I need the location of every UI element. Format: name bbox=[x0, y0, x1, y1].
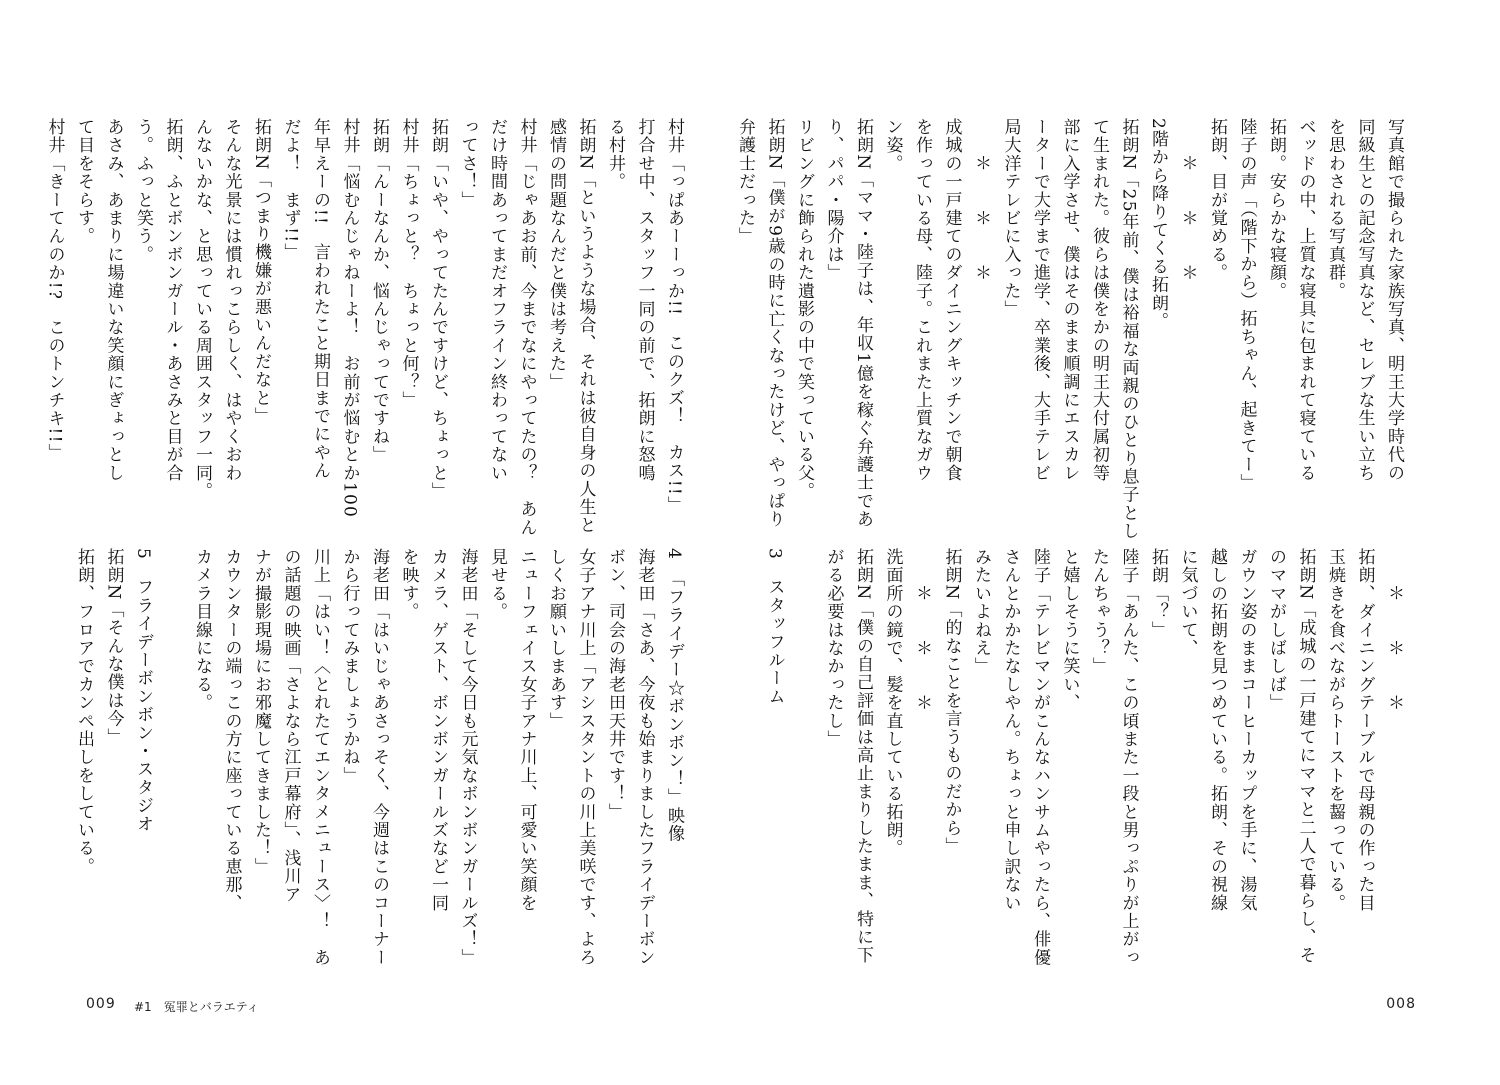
text-line: 見せる。 bbox=[487, 548, 507, 621]
text-line: 村井「じゃあお前、今までなにやってたの？ あん bbox=[516, 118, 537, 537]
text-line: カウンターの端っこの方に座っている恵那、 bbox=[221, 548, 242, 912]
text-line: の話題の映画「さよなら江戸幕府」、浅川ア bbox=[280, 548, 301, 904]
text-line: 拓朗N「つまり機嫌が悪いんだなと」 bbox=[251, 118, 271, 426]
text-line: 村井「きーてんのか!? このトンチキ!!」 bbox=[44, 118, 65, 462]
text-line: 打合せ中、スタッフ一同の前で、拓朗に怒鳴 bbox=[634, 118, 655, 482]
text-line: 海老田「そして今日も元気なボンボンガールズ！」 bbox=[457, 548, 478, 967]
text-line: さんとかかたなしやん。ちょっと申し訳ない bbox=[1000, 548, 1021, 912]
text-line: あさみ、あまりに場違いな笑顔にぎょっとし bbox=[103, 118, 124, 482]
text-line: ン姿。 bbox=[882, 118, 903, 173]
right-page-lower-text bbox=[764, 548, 1408, 967]
left-page-upper-text bbox=[44, 118, 688, 537]
text-line: ガウン姿のままコーヒーカップを手に、湯気 bbox=[1236, 548, 1257, 912]
text-line: 川上「はい！〈とれたてエンタメニュース〉！ あ bbox=[310, 548, 330, 967]
text-line: 拓朗、フロアでカンペ出しをしている。 bbox=[74, 548, 94, 876]
text-line: と嬉しそうに笑い、 bbox=[1059, 548, 1080, 712]
text-line: ニューフェイス女子アナ川上、可愛い笑顔を bbox=[516, 548, 537, 912]
text-line: 5 フライデーボンボン・スタジオ bbox=[133, 548, 153, 834]
text-line: 拓朗N「僕の自己評価は高止まりしたまま、特に下 bbox=[853, 548, 873, 965]
text-line: を作っている母、陸子。これまた上質なガウ bbox=[912, 118, 932, 482]
text-line: 海老田「さあ、今夜も始まりましたフライデーボン bbox=[634, 548, 655, 967]
text-line: だよ！ まず!!」 bbox=[280, 118, 301, 262]
right-page bbox=[735, 0, 1500, 1085]
text-line: んないかな、と思っている周囲スタッフ一同。 bbox=[192, 118, 212, 501]
text-line: 感情の問題なんだと僕は考えた」 bbox=[546, 118, 566, 391]
text-line: 村井「悩むんじゃねーよ！ お前が悩むとか100 bbox=[339, 118, 360, 519]
text-line: 女子アナ川上「アシスタントの川上美咲です、よろ bbox=[575, 548, 596, 967]
text-line: 4 「フライデー☆ボンボン！」映像 bbox=[664, 548, 684, 843]
text-line: ーターで大学まで進学、卒業後、大手テレビ bbox=[1030, 118, 1050, 482]
text-line: リビングに飾られた遺影の中で笑っている父。 bbox=[794, 118, 814, 501]
text-line: から行ってみましょうかね」 bbox=[339, 548, 360, 785]
text-line: に気づいて、 bbox=[1177, 548, 1198, 658]
text-line: 2階から降りてくる拓朗。 bbox=[1148, 118, 1168, 331]
text-line: がる必要はなかったし」 bbox=[823, 548, 844, 749]
text-line: カメラ目線になる。 bbox=[192, 548, 212, 712]
text-line: ボン、司会の海老田天井です！」 bbox=[605, 548, 625, 821]
text-line: ってさ！」 bbox=[457, 118, 478, 209]
text-line: 洗面所の鏡で、髪を直している拓朗。 bbox=[882, 548, 903, 858]
text-line bbox=[789, 548, 819, 958]
page-number-left: 009 bbox=[86, 996, 116, 1012]
text-line: カメラ、ゲスト、ボンボンガールズなど一同 bbox=[428, 548, 448, 912]
text-line: 拓朗N「25年前、僕は裕福な両親のひとり息子とし bbox=[1118, 118, 1139, 541]
text-line: 拓朗N「というような場合、それは彼自身の人生と bbox=[575, 118, 596, 535]
text-line: 村井「っぱあーーっか!! このクズ！ カス!!」 bbox=[664, 118, 684, 515]
text-line: ＊ ＊ ＊ bbox=[971, 118, 991, 282]
text-line: たんちゃう？」 bbox=[1089, 548, 1109, 676]
page-number-right: 008 bbox=[1386, 996, 1416, 1012]
text-line: る村井。 bbox=[605, 118, 625, 191]
text-line: ＊ ＊ ＊ bbox=[1177, 118, 1198, 282]
text-line: 拓朗「んーなんか、悩んじゃってですね」 bbox=[369, 118, 389, 464]
text-line: 越しの拓朗を見つめている。拓朗、その視線 bbox=[1207, 548, 1227, 912]
text-line bbox=[157, 548, 187, 958]
text-line: 拓朗N「的なことを言うものだから」 bbox=[941, 548, 962, 856]
text-line: 拓朗N「僕が9歳の時に亡くなったけど、やっぱり bbox=[764, 118, 785, 529]
text-line: 玉焼きを食べながらトーストを齧っている。 bbox=[1325, 548, 1345, 912]
text-line: ＊ ＊ ＊ bbox=[912, 548, 932, 712]
text-line: 拓朗N「成城の一戸建てにママと二人で暮らし、そ bbox=[1295, 548, 1316, 965]
text-line: 陸子「テレビマンがこんなハンサムやったら、俳優 bbox=[1030, 548, 1050, 967]
text-line: 年早えーの!! 言われたこと期日までにやん bbox=[310, 118, 330, 480]
text-line: 陸子「あんた、この頃また一段と男っぷりが上がっ bbox=[1118, 548, 1139, 967]
text-line: 拓朗、ふとボンボンガール・あさみと目が合 bbox=[162, 118, 183, 482]
text-line: しくお願いしまあす」 bbox=[546, 548, 566, 730]
text-line: 写真館で撮られた家族写真、明王大学時代の bbox=[1384, 118, 1404, 482]
text-line: だけ時間あってまだオフライン終わってない bbox=[487, 118, 507, 482]
text-line: 陸子の声「（階下から）拓ちゃん、起きてー」 bbox=[1236, 118, 1257, 492]
text-line: 拓朗。安らかな寝顔。 bbox=[1266, 118, 1286, 300]
text-line: 拓朗N「ママ・陸子は、年収1億を稼ぐ弁護士であ bbox=[853, 118, 873, 529]
text-line: ベッドの中、上質な寝具に包まれて寝ている bbox=[1295, 118, 1316, 482]
text-line: て目をそらす。 bbox=[74, 118, 94, 246]
text-line: う。ふっと笑う。 bbox=[133, 118, 153, 264]
right-page-upper-text bbox=[735, 118, 1408, 541]
text-line: 拓朗「いや、やってたんですけど、ちょっと」 bbox=[428, 118, 448, 501]
text-line: り、パパ・陽介は」 bbox=[823, 118, 844, 282]
text-line: を映す。 bbox=[398, 548, 419, 621]
text-line: ＊ ＊ ＊ bbox=[1384, 548, 1404, 712]
text-line: そんな光景には慣れっこらしく、はやくおわ bbox=[221, 118, 242, 482]
text-line: 海老田「はいじゃあさっそく、今週はこのコーナー bbox=[369, 548, 389, 967]
text-line: のママがしばしば」 bbox=[1266, 548, 1286, 712]
text-line: 部に入学させ、僕はそのまま順調にエスカレ bbox=[1059, 118, 1080, 482]
text-line: て生まれた。彼らは僕をかの明王大付属初等 bbox=[1089, 118, 1109, 482]
text-line: みたいよねえ」 bbox=[971, 548, 991, 676]
text-line: 局大洋テレビに入った」 bbox=[1000, 118, 1021, 319]
text-line: 拓朗N「そんな僕は今」 bbox=[103, 548, 124, 747]
text-line: 弁護士だった」 bbox=[735, 118, 755, 246]
text-line: 3 スタッフルーム bbox=[764, 548, 785, 706]
text-line: ナが撮影現場にお邪魔してきました！」 bbox=[251, 548, 271, 876]
text-line: 村井「ちょっと？ ちょっと何？」 bbox=[398, 118, 419, 410]
text-line: 拓朗、目が覚める。 bbox=[1207, 118, 1227, 282]
text-line: 拓朗、ダイニングテーブルで母親の作った目 bbox=[1354, 548, 1375, 912]
text-line: 成城の一戸建てのダイニングキッチンで朝食 bbox=[941, 118, 962, 482]
text-line: 拓朗「？」 bbox=[1148, 548, 1168, 639]
left-page-lower-text bbox=[74, 548, 688, 967]
text-line: を思わされる写真群。 bbox=[1325, 118, 1345, 300]
chapter-title: #1 冤罪とバラエティ bbox=[134, 1000, 259, 1014]
text-line: 同級生との記念写真など、セレブな生い立ち bbox=[1354, 118, 1375, 482]
